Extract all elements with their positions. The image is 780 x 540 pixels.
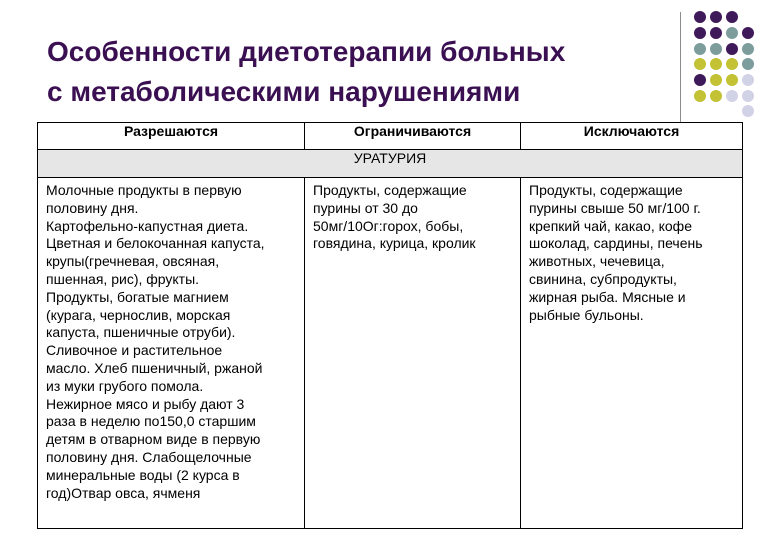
cell-excluded-text: Продукты, содержащие пурины свыше 50 мг/100 г. крепкий чай, какао, кофе шоколад, сардины, печень животных, чечевица, свинина, субпродукты, жирная рыба. Мясные и рыбные бульоны. bbox=[529, 182, 703, 323]
decor-dot bbox=[694, 43, 706, 55]
decor-dot bbox=[726, 74, 738, 86]
slide-title bbox=[47, 32, 667, 112]
decor-dot bbox=[710, 90, 722, 102]
title-line-1: Особенности диетотерапии больных bbox=[47, 36, 566, 67]
decor-dot bbox=[694, 74, 706, 86]
title-line-2: с метаболическими нарушениями bbox=[47, 76, 521, 107]
decor-dot bbox=[694, 90, 706, 102]
decor-dot bbox=[742, 90, 754, 102]
table-header-row bbox=[38, 123, 743, 150]
header-limited: Ограничиваются bbox=[305, 123, 521, 150]
decor-dot bbox=[742, 27, 754, 39]
header-excluded: Исключаются bbox=[521, 123, 743, 150]
table-section-row bbox=[38, 150, 743, 178]
decor-vertical-line bbox=[680, 12, 681, 122]
decor-dot bbox=[742, 105, 754, 117]
decor-dot bbox=[742, 58, 754, 70]
section-uraturia: УРАТУРИЯ bbox=[38, 150, 743, 178]
cell-excluded bbox=[521, 178, 743, 529]
decor-dot bbox=[726, 90, 738, 102]
decor-dot bbox=[710, 74, 722, 86]
cell-allowed bbox=[38, 178, 305, 529]
cell-limited bbox=[305, 178, 521, 529]
decor-dot bbox=[726, 11, 738, 23]
cell-limited-text: Продукты, содержащие пурины от 30 до 50мг/10Ог:горох, бобы, говядина, курица, кролик bbox=[313, 182, 476, 252]
table-row bbox=[38, 178, 743, 529]
decor-dot bbox=[710, 27, 722, 39]
decor-dot bbox=[710, 58, 722, 70]
decor-dot bbox=[742, 74, 754, 86]
decor-dot bbox=[710, 11, 722, 23]
diet-table bbox=[37, 122, 743, 529]
decor-dot bbox=[694, 27, 706, 39]
decor-dot bbox=[694, 11, 706, 23]
decor-dot bbox=[726, 58, 738, 70]
decor-dot bbox=[710, 43, 722, 55]
decor-dot bbox=[726, 43, 738, 55]
decor-dot bbox=[726, 27, 738, 39]
header-allowed: Разрешаются bbox=[38, 123, 305, 150]
decor-dot bbox=[742, 43, 754, 55]
cell-allowed-text: Молочные продукты в первую половину дня. Картофельно-капустная диета. Цветная и белокочанная капуста, крупы(гречневая, овсяная, пшенная, рис), фрукты. Продукты, богатые магнием (курага, чернослив, морская капуста, пшеничные отруби). Сливочное и растительное масло. Хлеб пшеничный, ржаной из муки грубого помола. Нежирное мясо и рыбу дают 3 раза в неделю по150,0 старшим детям в отварном виде в первую половину дня. Слабощелочные минеральные воды (2 курса в год)Отвар овса, ячменя bbox=[46, 182, 265, 501]
decor-dot bbox=[694, 58, 706, 70]
